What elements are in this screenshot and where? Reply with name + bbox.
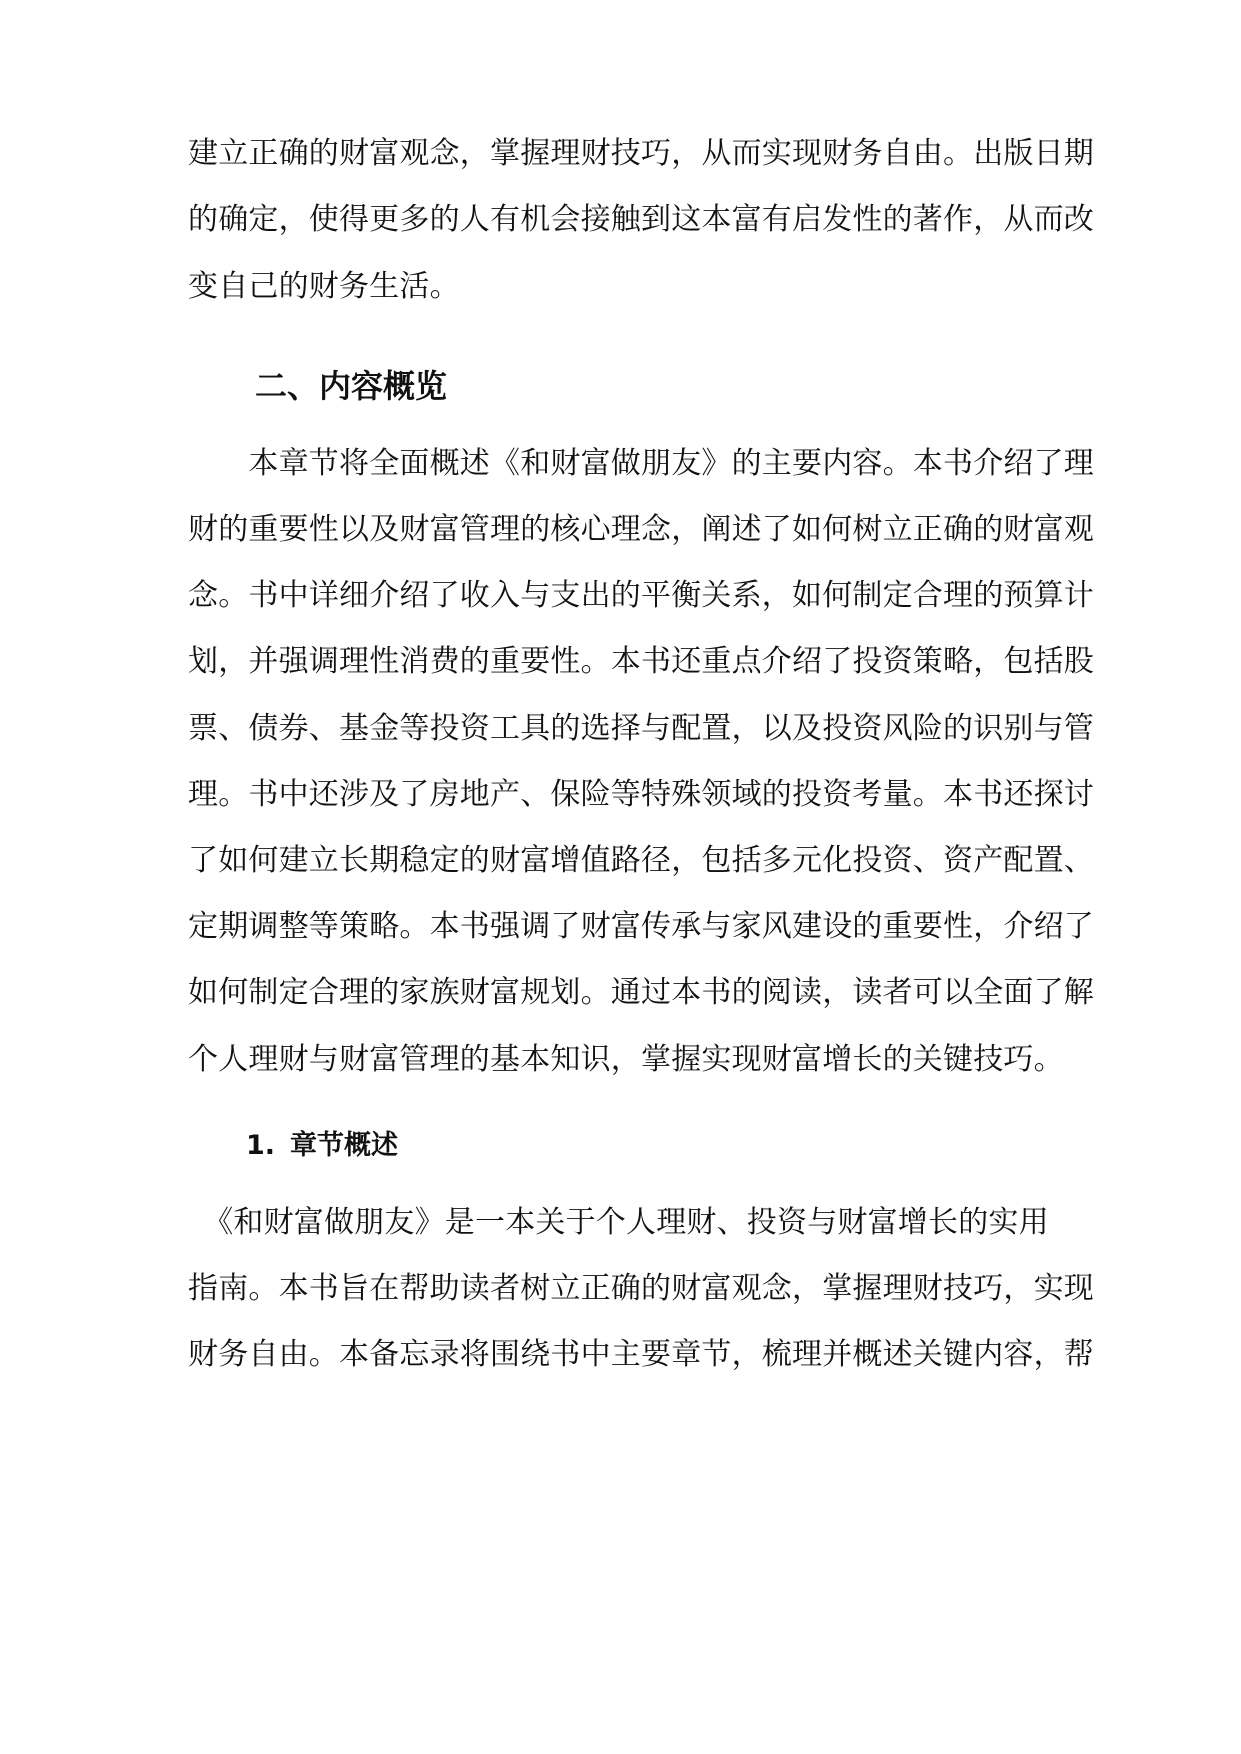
text-line: 财务自由。本备忘录将围绕书中主要章节，梳理并概述关键内容，帮 <box>188 1337 1094 1372</box>
text-line: 个人理财与财富管理的基本知识，掌握实现财富增长的关键技巧。 <box>188 1042 1064 1077</box>
section-heading: 二、内容概览 <box>255 367 448 405</box>
subsection-title: 章节概述 <box>290 1130 398 1161</box>
text-line: 本章节将全面概述《和财富做朋友》的主要内容。本书介绍了理 <box>188 446 1094 481</box>
text-line: 的确定，使得更多的人有机会接触到这本富有启发性的著作，从而改 <box>188 202 1094 237</box>
text-line: 如何制定合理的家族财富规划。通过本书的阅读，读者可以全面了解 <box>188 975 1094 1010</box>
text-line: 变自己的财务生活。 <box>188 269 460 304</box>
text-line: 票、债券、基金等投资工具的选择与配置，以及投资风险的识别与管 <box>188 711 1094 746</box>
subsection-number: 1. <box>246 1130 276 1161</box>
text-line: 定期调整等策略。本书强调了财富传承与家风建设的重要性，介绍了 <box>188 909 1094 944</box>
text-line: 《和财富做朋友》是一本关于个人理财、投资与财富增长的实用 <box>188 1205 1049 1240</box>
text-line: 了如何建立长期稳定的财富增值路径，包括多元化投资、资产配置、 <box>188 843 1094 878</box>
text-line: 理。书中还涉及了房地产、保险等特殊领域的投资考量。本书还探讨 <box>188 777 1094 812</box>
subsection-heading <box>246 1128 398 1164</box>
text-line: 划，并强调理性消费的重要性。本书还重点介绍了投资策略，包括股 <box>188 644 1094 679</box>
text-line: 财的重要性以及财富管理的核心理念，阐述了如何树立正确的财富观 <box>188 512 1094 547</box>
text-line: 念。书中详细介绍了收入与支出的平衡关系，如何制定合理的预算计 <box>188 578 1094 613</box>
text-line: 建立正确的财富观念，掌握理财技巧，从而实现财务自由。出版日期 <box>188 136 1094 171</box>
text-line: 指南。本书旨在帮助读者树立正确的财富观念，掌握理财技巧，实现 <box>188 1271 1094 1306</box>
